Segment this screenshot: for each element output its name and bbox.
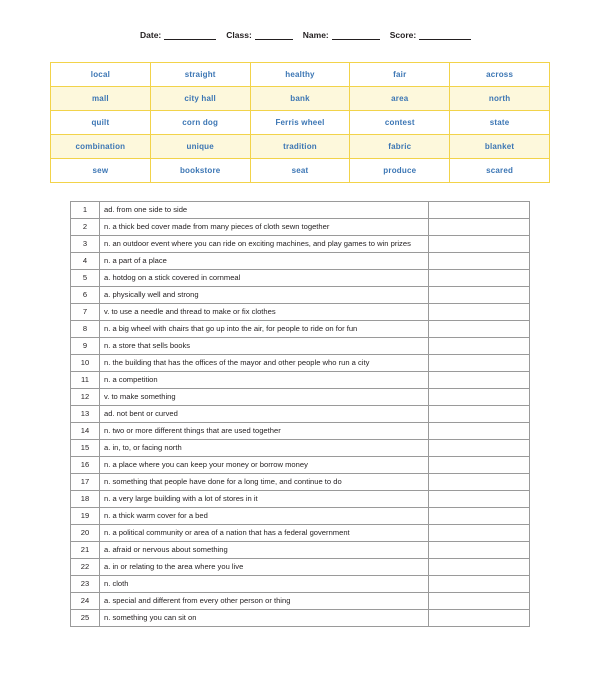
table-row — [71, 304, 530, 321]
answer-blank[interactable] — [429, 423, 530, 440]
table-row — [71, 440, 530, 457]
row-number: 25 — [71, 610, 100, 627]
table-row — [71, 423, 530, 440]
word-bank-cell[interactable]: straight — [150, 63, 250, 87]
class-label: Class: — [226, 30, 252, 40]
date-input-line[interactable] — [164, 30, 216, 40]
word-bank-cell[interactable]: corn dog — [150, 111, 250, 135]
word-bank-cell[interactable]: contest — [350, 111, 450, 135]
definition-text: n. something that people have done for a long time, and continue to do — [100, 474, 429, 491]
answer-blank[interactable] — [429, 559, 530, 576]
date-field[interactable] — [140, 30, 216, 40]
word-bank-cell[interactable]: bank — [250, 87, 350, 111]
word-bank-cell[interactable]: blanket — [450, 135, 550, 159]
answer-blank[interactable] — [429, 457, 530, 474]
row-number: 24 — [71, 593, 100, 610]
row-number: 2 — [71, 219, 100, 236]
answer-blank[interactable] — [429, 525, 530, 542]
word-bank-cell[interactable]: local — [51, 63, 151, 87]
word-bank-cell[interactable]: healthy — [250, 63, 350, 87]
answer-blank[interactable] — [429, 304, 530, 321]
row-number: 6 — [71, 287, 100, 304]
table-row — [71, 593, 530, 610]
word-bank-cell[interactable]: area — [350, 87, 450, 111]
answer-blank[interactable] — [429, 236, 530, 253]
answer-blank[interactable] — [429, 491, 530, 508]
table-row — [71, 355, 530, 372]
answer-blank[interactable] — [429, 440, 530, 457]
word-bank-cell[interactable]: across — [450, 63, 550, 87]
answer-blank[interactable] — [429, 406, 530, 423]
word-bank-cell[interactable]: fabric — [350, 135, 450, 159]
word-bank-cell[interactable]: north — [450, 87, 550, 111]
row-number: 16 — [71, 457, 100, 474]
table-row — [71, 253, 530, 270]
table-row — [71, 474, 530, 491]
definition-text: n. two or more different things that are used together — [100, 423, 429, 440]
answer-blank[interactable] — [429, 270, 530, 287]
answer-blank[interactable] — [429, 338, 530, 355]
definition-text: n. a big wheel with chairs that go up into the air, for people to ride on for fun — [100, 321, 429, 338]
word-bank-row — [51, 135, 550, 159]
table-row — [71, 457, 530, 474]
answer-blank[interactable] — [429, 508, 530, 525]
word-bank-cell[interactable]: combination — [51, 135, 151, 159]
answer-blank[interactable] — [429, 321, 530, 338]
table-row — [71, 202, 530, 219]
row-number: 4 — [71, 253, 100, 270]
row-number: 22 — [71, 559, 100, 576]
definition-text: v. to make something — [100, 389, 429, 406]
answer-blank[interactable] — [429, 389, 530, 406]
class-field[interactable] — [226, 30, 293, 40]
row-number: 1 — [71, 202, 100, 219]
word-bank-cell[interactable]: city hall — [150, 87, 250, 111]
table-row — [71, 525, 530, 542]
word-bank-cell[interactable]: tradition — [250, 135, 350, 159]
table-row — [71, 389, 530, 406]
definition-text: n. a competition — [100, 372, 429, 389]
worksheet-header — [0, 0, 600, 40]
definition-text: n. a store that sells books — [100, 338, 429, 355]
definition-text: n. a place where you can keep your money or borrow money — [100, 457, 429, 474]
row-number: 12 — [71, 389, 100, 406]
word-bank-row — [51, 87, 550, 111]
definition-text: ad. from one side to side — [100, 202, 429, 219]
definition-text: n. cloth — [100, 576, 429, 593]
word-bank-cell[interactable]: mall — [51, 87, 151, 111]
word-bank-row — [51, 63, 550, 87]
definition-text: v. to use a needle and thread to make or fix clothes — [100, 304, 429, 321]
row-number: 18 — [71, 491, 100, 508]
row-number: 23 — [71, 576, 100, 593]
definition-text: n. something you can sit on — [100, 610, 429, 627]
answer-blank[interactable] — [429, 542, 530, 559]
row-number: 11 — [71, 372, 100, 389]
table-row — [71, 270, 530, 287]
word-bank-cell[interactable]: state — [450, 111, 550, 135]
row-number: 10 — [71, 355, 100, 372]
table-row — [71, 372, 530, 389]
answer-blank[interactable] — [429, 253, 530, 270]
word-bank-cell[interactable]: produce — [350, 159, 450, 183]
definition-text: a. physically well and strong — [100, 287, 429, 304]
definition-text: n. a thick warm cover for a bed — [100, 508, 429, 525]
name-field[interactable] — [303, 30, 380, 40]
answer-blank[interactable] — [429, 202, 530, 219]
definitions-table — [70, 201, 530, 627]
row-number: 5 — [71, 270, 100, 287]
table-row — [71, 219, 530, 236]
table-row — [71, 338, 530, 355]
row-number: 8 — [71, 321, 100, 338]
definition-text: n. a political community or area of a nation that has a federal government — [100, 525, 429, 542]
definition-text: n. a very large building with a lot of stores in it — [100, 491, 429, 508]
score-field[interactable] — [390, 30, 471, 40]
definition-text: n. an outdoor event where you can ride on exciting machines, and play games to win prizes — [100, 236, 429, 253]
table-row — [71, 610, 530, 627]
answer-blank[interactable] — [429, 576, 530, 593]
row-number: 9 — [71, 338, 100, 355]
word-bank-table — [50, 62, 550, 183]
word-bank-cell[interactable]: sew — [51, 159, 151, 183]
word-bank-cell[interactable]: fair — [350, 63, 450, 87]
name-input-line[interactable] — [332, 30, 380, 40]
definition-text: a. in, to, or facing north — [100, 440, 429, 457]
word-bank-row — [51, 111, 550, 135]
row-number: 21 — [71, 542, 100, 559]
word-bank-cell[interactable]: seat — [250, 159, 350, 183]
answer-blank[interactable] — [429, 372, 530, 389]
answer-blank[interactable] — [429, 610, 530, 627]
definition-text: a. hotdog on a stick covered in cornmeal — [100, 270, 429, 287]
table-row — [71, 559, 530, 576]
table-row — [71, 542, 530, 559]
date-label: Date: — [140, 30, 162, 40]
answer-blank[interactable] — [429, 355, 530, 372]
row-number: 19 — [71, 508, 100, 525]
table-row — [71, 576, 530, 593]
row-number: 3 — [71, 236, 100, 253]
answer-blank[interactable] — [429, 474, 530, 491]
row-number: 15 — [71, 440, 100, 457]
table-row — [71, 406, 530, 423]
name-label: Name: — [302, 30, 329, 40]
score-label: Score: — [389, 30, 417, 40]
word-bank-cell[interactable]: Ferris wheel — [250, 111, 350, 135]
definition-text: a. in or relating to the area where you live — [100, 559, 429, 576]
definition-text: a. afraid or nervous about something — [100, 542, 429, 559]
row-number: 14 — [71, 423, 100, 440]
score-input-line[interactable] — [419, 30, 471, 40]
definition-text: n. the building that has the offices of the mayor and other people who run a city — [100, 355, 429, 372]
word-bank-cell[interactable]: unique — [150, 135, 250, 159]
definition-text: a. special and different from every other person or thing — [100, 593, 429, 610]
definition-text: n. a thick bed cover made from many pieces of cloth sewn together — [100, 219, 429, 236]
answer-blank[interactable] — [429, 593, 530, 610]
word-bank-row — [51, 159, 550, 183]
table-row — [71, 508, 530, 525]
word-bank-cell[interactable]: scared — [450, 159, 550, 183]
answer-blank[interactable] — [429, 219, 530, 236]
table-row — [71, 236, 530, 253]
class-input-line[interactable] — [255, 30, 293, 40]
word-bank-cell[interactable]: bookstore — [150, 159, 250, 183]
table-row — [71, 287, 530, 304]
table-row — [71, 321, 530, 338]
row-number: 20 — [71, 525, 100, 542]
row-number: 7 — [71, 304, 100, 321]
definition-text: ad. not bent or curved — [100, 406, 429, 423]
row-number: 17 — [71, 474, 100, 491]
row-number: 13 — [71, 406, 100, 423]
answer-blank[interactable] — [429, 287, 530, 304]
table-row — [71, 491, 530, 508]
definition-text: n. a part of a place — [100, 253, 429, 270]
word-bank-cell[interactable]: quilt — [51, 111, 151, 135]
